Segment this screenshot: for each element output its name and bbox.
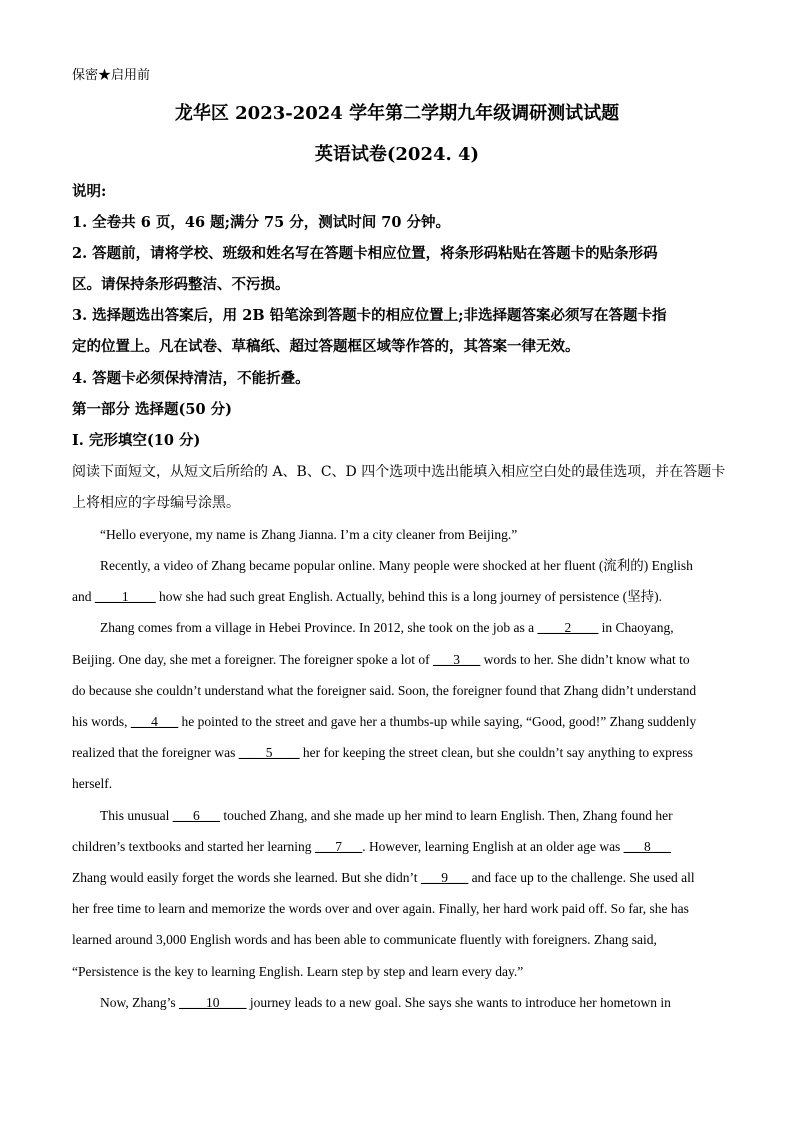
- passage-text: his words,: [72, 714, 131, 729]
- cloze-blank-8: ___8___: [623, 839, 671, 854]
- cloze-blank-4: ___4___: [130, 714, 179, 729]
- passage-text: he pointed to the street and gave her a thumbs-up while saying, “Good, good!” Zhang suddenly: [178, 714, 697, 729]
- cloze-blank-1: ____1____: [94, 589, 156, 604]
- instruction-item-4: 4. 答题卡必须保持清洁，不能折叠。: [72, 370, 310, 387]
- passage-text: realized that the foreigner was: [72, 745, 239, 760]
- passage-text: her for keeping the street clean, but she couldn’t say anything to express: [299, 745, 693, 760]
- passage-text: Beijing. One day, she met a foreigner. The foreigner spoke a lot of: [72, 652, 434, 667]
- cloze-blank-10: ____10____: [179, 995, 247, 1010]
- passage-line: [72, 869, 732, 887]
- passage-line: [72, 838, 732, 856]
- passage-text: words to her. She didn’t know what to: [480, 652, 690, 667]
- cloze-blank-5: ____5____: [238, 745, 300, 760]
- cloze-blank-6: ___6___: [172, 808, 220, 823]
- passage-line: [72, 713, 732, 731]
- instruction-item-3-line-2: 定的位置上。凡在试卷、草稿纸、超过答题框区域等作答的，其答案一律无效。: [72, 338, 580, 355]
- passage-line: “Hello everyone, my name is Zhang Jianna. I’m a city cleaner from Beijing.”: [100, 527, 518, 542]
- cloze-blank-7: ___7___: [314, 839, 363, 854]
- instruction-item-3-line-1: 3. 选择题选出答案后，用 2B 铅笔涂到答题卡的相应位置上;非选择题答案必须写在答题卡指: [72, 307, 667, 324]
- passage-line: [100, 994, 760, 1012]
- passage-text: Zhang would easily forget the words she learned. But she didn’t: [72, 870, 421, 885]
- passage-line: learned around 3,000 English words and has been able to communicate fluently with foreigners. Zhang said,: [72, 932, 657, 947]
- directions-line-1: 阅读下面短文，从短文后所给的 A、B、C、D 四个选项中选出能填入相应空白处的最佳选项，并在答题卡: [72, 464, 726, 480]
- passage-line: [100, 619, 760, 637]
- cloze-section-heading: I. 完形填空(10 分): [72, 432, 201, 449]
- passage-text: journey leads to a new goal. She says she wants to introduce her hometown in: [246, 995, 671, 1010]
- passage-line: [72, 588, 732, 606]
- cloze-blank-9: ___9___: [420, 870, 469, 885]
- part-1-heading: 第一部分 选择题(50 分): [72, 401, 232, 418]
- cloze-blank-3: ___3___: [433, 652, 481, 667]
- instruction-item-2-line-2: 区。请保持条形码整洁、不污损。: [72, 276, 290, 293]
- instruction-item-2-line-1: 2. 答题前，请将学校、班级和姓名写在答题卡相应位置，将条形码粘贴在答题卡的贴条形码: [72, 245, 658, 262]
- passage-text: touched Zhang, and she made up her mind to learn English. Then, Zhang found her: [220, 808, 673, 823]
- passage-text: and face up to the challenge. She used all: [468, 870, 695, 885]
- passage-text: in Chaoyang,: [598, 620, 674, 635]
- passage-line: do because she couldn’t understand what the foreigner said. Soon, the foreigner found that Zhang didn’t understand: [72, 683, 697, 698]
- passage-text: This unusual: [100, 808, 173, 823]
- passage-text: Now, Zhang’s: [100, 995, 179, 1010]
- exam-title: 龙华区 2023-2024 学年第二学期九年级调研测试试题: [174, 103, 620, 124]
- directions-line-2: 上将相应的字母编号涂黑。: [72, 495, 240, 511]
- passage-line: her free time to learn and memorize the words over and over again. Finally, her hard work paid off. So far, she has: [72, 901, 689, 916]
- exam-subtitle: 英语试卷(2024. 4): [314, 144, 480, 165]
- passage-line: herself.: [72, 776, 113, 791]
- passage-text: . However, learning English at an older age was: [362, 839, 624, 854]
- instruction-item-1: 1. 全卷共 6 页，46 题;满分 75 分，测试时间 70 分钟。: [72, 214, 450, 231]
- passage-line: [100, 807, 760, 825]
- passage-text: Zhang comes from a village in Hebei Province. In 2012, she took on the job as a: [100, 620, 538, 635]
- passage-text: how she had such great English. Actually, behind this is a long journey of persistence (坚持).: [155, 589, 663, 604]
- passage-line: [72, 744, 732, 762]
- cloze-blank-2: ____2____: [537, 620, 599, 635]
- confidential-label: 保密★启用前: [72, 68, 151, 83]
- passage-line: Recently, a video of Zhang became popular online. Many people were shocked at her fluent (流利的) English: [100, 558, 693, 573]
- passage-text: and: [72, 589, 95, 604]
- instructions-heading: 说明:: [72, 183, 107, 200]
- passage-line: “Persistence is the key to learning English. Learn step by step and learn every day.”: [72, 964, 524, 979]
- passage-line: [72, 651, 732, 669]
- passage-text: children’s textbooks and started her learning: [72, 839, 315, 854]
